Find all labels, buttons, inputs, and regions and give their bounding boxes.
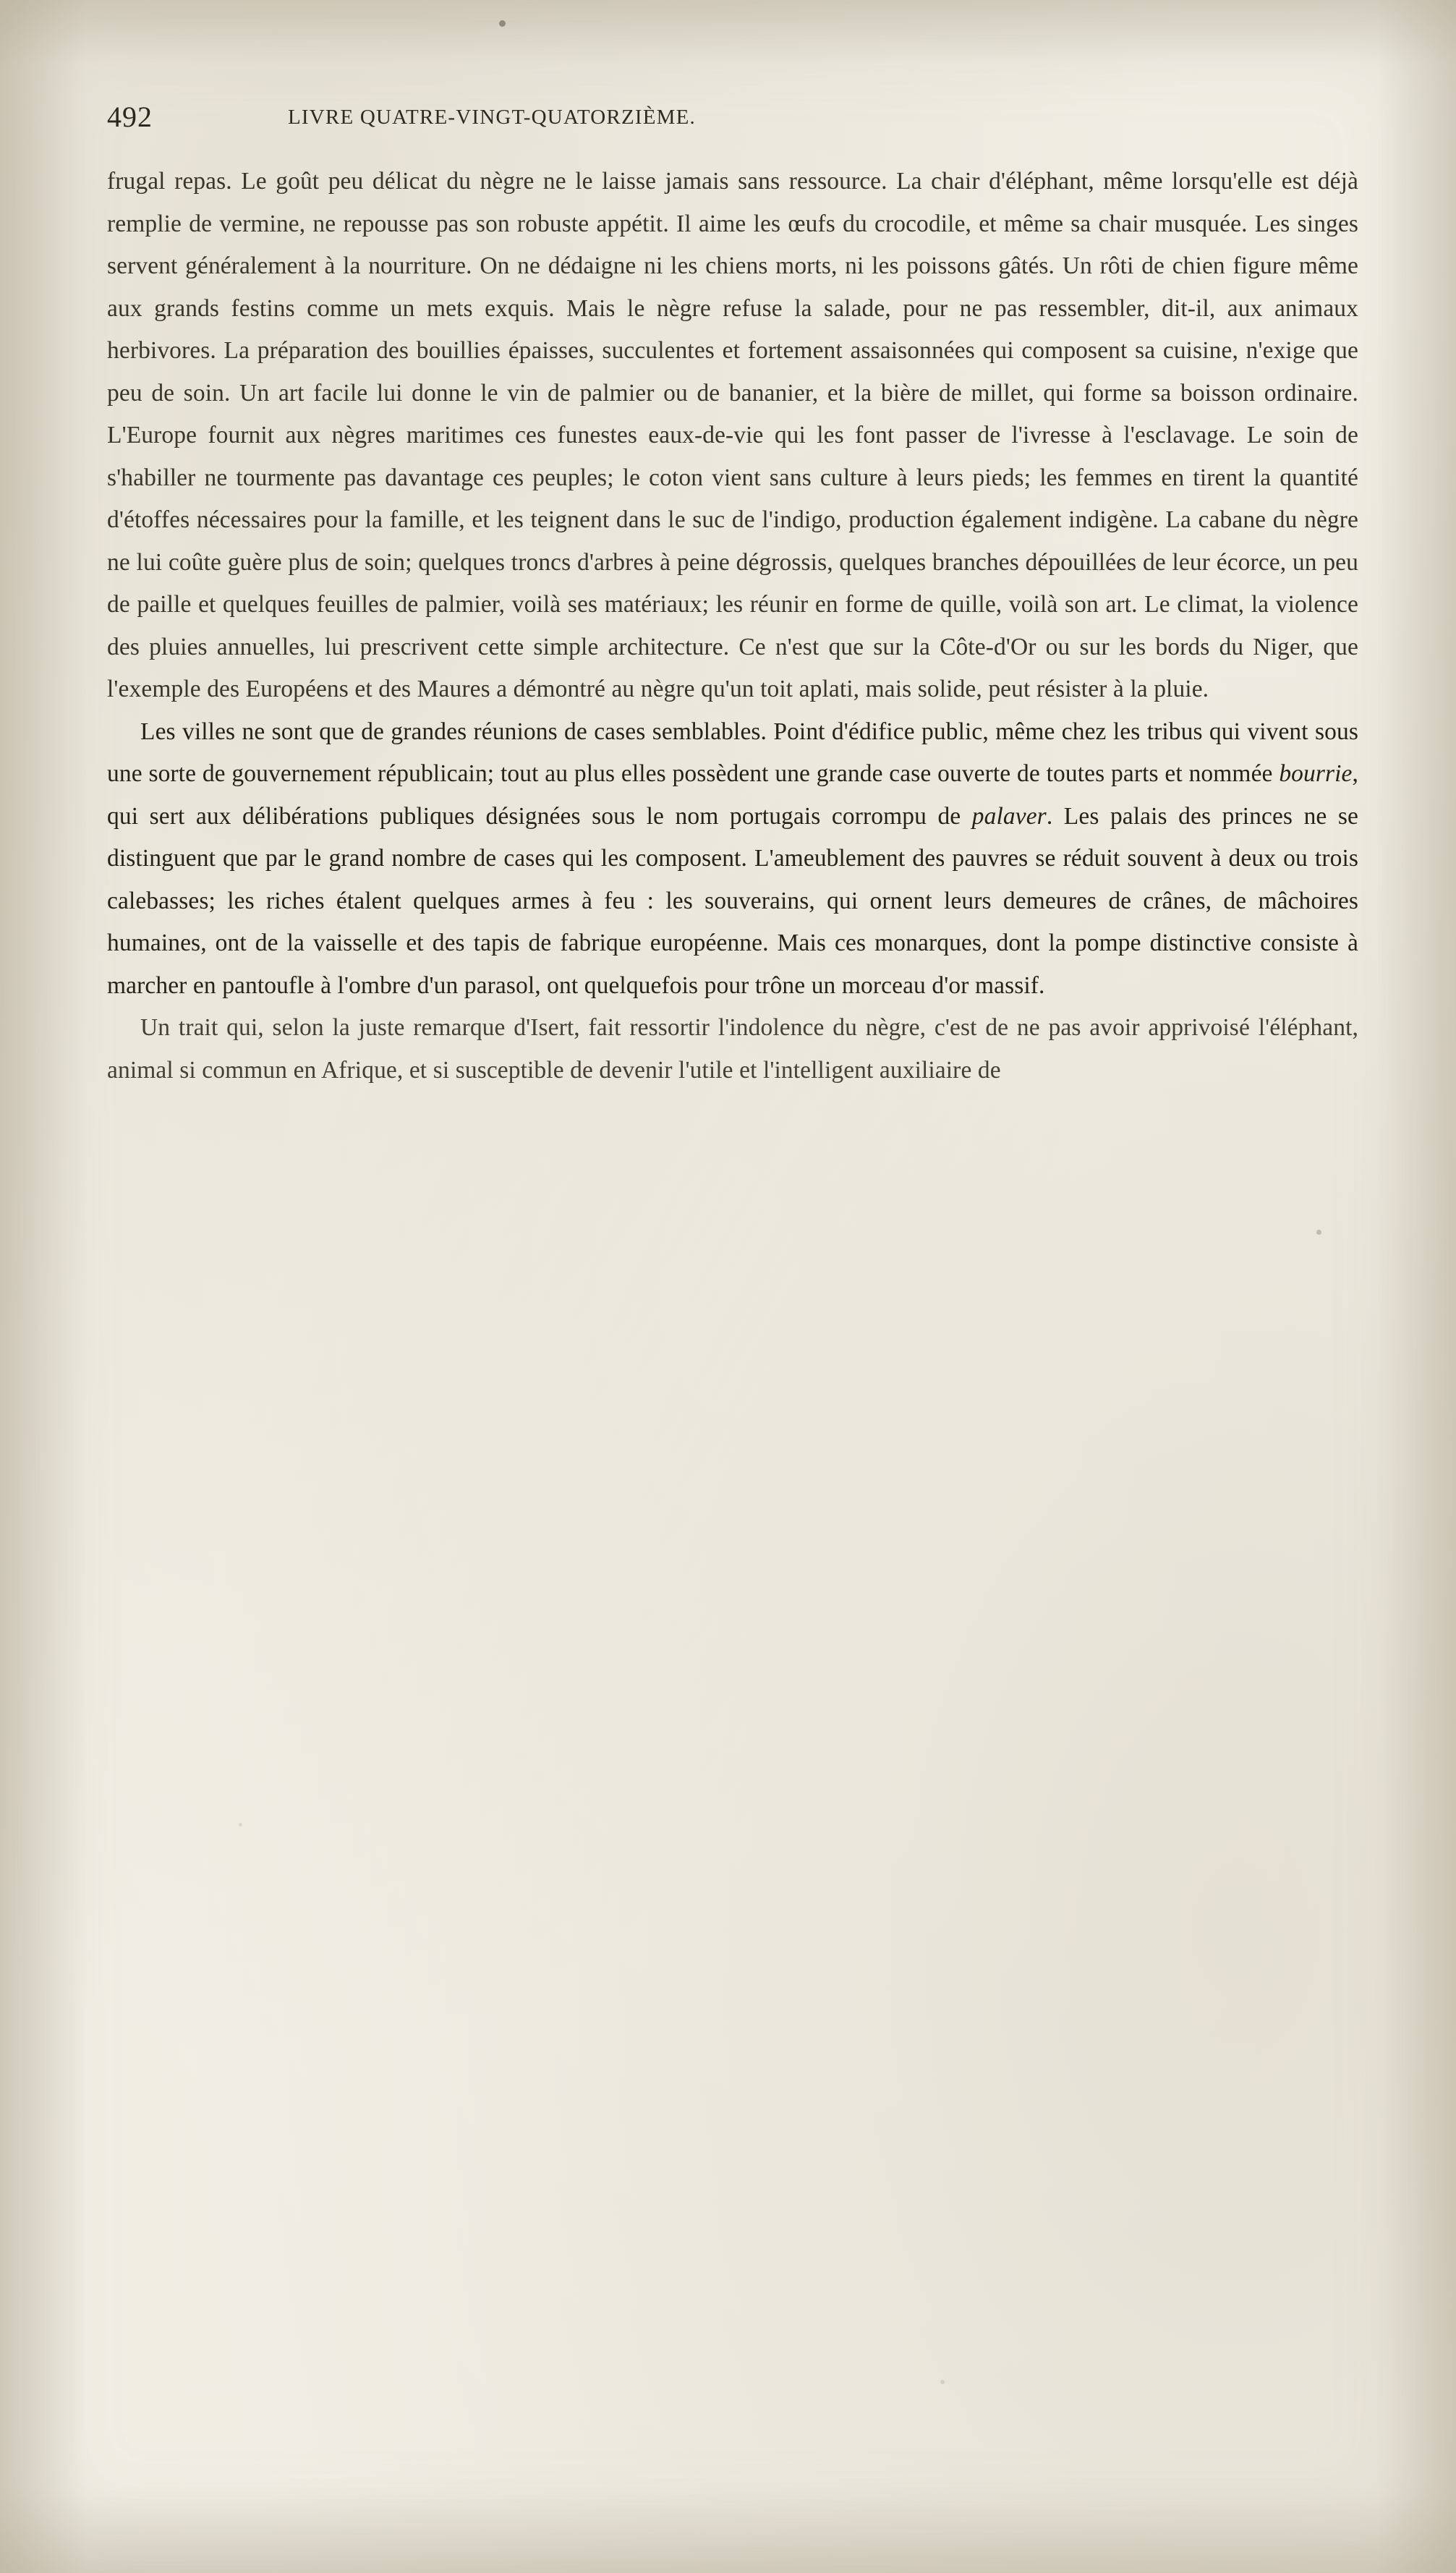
paragraph-1: frugal repas. Le goût peu délicat du nègre ne le laisse jamais sans ressource. La chair d'éléphant, même lorsqu'elle est déjà remplie de vermine, ne repousse pas son robuste appétit. Il aime les œufs du crocodile, et même sa chair musquée. Les singes servent généralement à la nourriture. On ne dédaigne ni les chiens morts, ni les poissons gâtés. Un rôti de chien figure même aux grands festins comme un mets exquis. Mais le nègre refuse la salade, pour ne pas ressembler, dit-il, aux animaux herbivores. La préparation des bouillies épaisses, succulentes et fortement assaisonnées qui composent sa cuisine, n'exige que peu de soin. Un art facile lui donne le vin de palmier ou de bananier, et la bière de millet, qui forme sa boisson ordinaire. L'Europe fournit aux nègres maritimes ces funestes eaux-de-vie qui les font passer de l'ivresse à l'esclavage. Le soin de s'habiller ne tourmente pas davantage ces peuples; le coton vient sans culture à leurs pieds; les femmes en tirent la quantité d'étoffes nécessaires pour la famille, et les teignent dans le suc de l'indigo, production également indigène. La cabane du nègre ne lui coûte guère plus de soin; quelques troncs d'arbres à peine dégrossis, quelques branches dépouillées de leur écorce, un peu de paille et quelques feuilles de palmier, voilà ses matériaux; les réunir en forme de quille, voilà son art. Le climat, la violence des pluies annuelles, lui prescrivent cette simple architecture. Ce n'est que sur la Côte-d'Or ou sur les bords du Niger, que l'exemple des Européens et des Maures a démontré au nègre qu'un toit aplati, mais solide, peut résister à la pluie. <box>107 168 1358 702</box>
scan-artifact-speck <box>1316 1230 1321 1235</box>
page-content <box>107 87 1358 1092</box>
page-number: 492 <box>107 101 153 133</box>
paragraph-3: Un trait qui, selon la juste remarque d'Isert, fait ressortir l'indolence du nègre, c'est de ne pas avoir apprivoisé l'éléphant, animal si commun en Afrique, et si susceptible de devenir l'utile et l'intelligent auxiliaire de <box>107 1014 1358 1084</box>
page-edge-shading-right <box>1376 0 1456 2573</box>
scan-artifact-speck <box>499 20 506 27</box>
page-edge-shading-left <box>0 0 87 2573</box>
running-head: LIVRE QUATRE-VINGT-QUATORZIÈME. <box>288 106 696 129</box>
paragraph-2-part-2: , qui sert aux délibérations publiques désignées sous le nom portugais corrompu de <box>107 760 1358 830</box>
term-bourrie: bourrie <box>1279 760 1353 787</box>
paragraph-2-part-1: Les villes ne sont que de grandes réunions de cases semblables. Point d'édifice public, même chez les tribus qui vivent sous une sorte de gouvernement républicain; tout au plus elles possèdent une grande case ouverte de toutes parts et nommée <box>107 718 1358 787</box>
paragraph-2 <box>107 711 1358 1008</box>
scan-artifact-speck <box>239 1823 242 1826</box>
page-header <box>107 87 1358 145</box>
body-text <box>107 161 1358 1092</box>
page-edge-shading-bottom <box>0 2486 1456 2573</box>
scan-artifact-speck <box>940 2380 945 2384</box>
page-edge-shading-top <box>0 0 1456 65</box>
term-palaver: palaver <box>971 802 1047 830</box>
paragraph-2-part-3: . Les palais des princes ne se distinguent que par le grand nombre de cases qui les composent. L'ameublement des pauvres se réduit souvent à deux ou trois calebasses; les riches étalent quelques armes à feu : les souverains, qui ornent leurs demeures de crânes, de mâchoires humaines, ont de la vaisselle et des tapis de fabrique européenne. Mais ces monarques, dont la pompe distinctive consiste à marcher en pantoufle à l'ombre d'un parasol, ont quelquefois pour trône un morceau d'or massif. <box>107 802 1358 999</box>
